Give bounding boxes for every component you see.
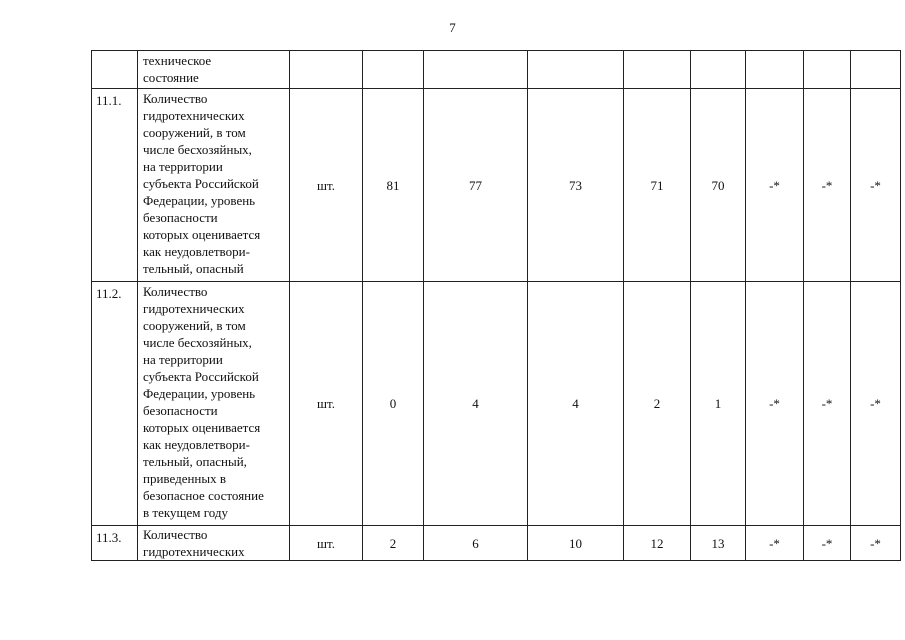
row-number: 11.3.	[92, 526, 138, 561]
unit-cell: шт.	[290, 282, 363, 526]
indicator-name: Количество гидротехнических сооружений, в том числе бесхозяйных, на территории субъекта Российской Федерации, уровень безопасности которых оценивается как неудовлетвори- тельный, опасный, приведенных в безопасное состояние в текущем году	[138, 282, 290, 526]
value-cell: 0	[363, 282, 424, 526]
row-number	[92, 51, 138, 89]
value-cell: 81	[363, 89, 424, 282]
value-cell	[691, 51, 746, 89]
table-row	[92, 526, 901, 561]
value-cell: -*	[746, 89, 804, 282]
value-cell: 4	[528, 282, 624, 526]
value-cell	[746, 51, 804, 89]
table-row	[92, 51, 901, 89]
row-number: 11.2.	[92, 282, 138, 526]
value-cell: -*	[746, 526, 804, 561]
value-cell	[363, 51, 424, 89]
value-cell: 6	[424, 526, 528, 561]
value-cell: -*	[851, 526, 901, 561]
row-number: 11.1.	[92, 89, 138, 282]
value-cell: 2	[363, 526, 424, 561]
indicator-name: Количество гидротехнических	[138, 526, 290, 561]
table-row	[92, 282, 901, 526]
indicator-name: Количество гидротехнических сооружений, в том числе бесхозяйных, на территории субъекта Российской Федерации, уровень безопасности которых оценивается как неудовлетвори- тельный, опасный	[138, 89, 290, 282]
value-cell	[624, 51, 691, 89]
value-cell: 4	[424, 282, 528, 526]
value-cell: -*	[804, 526, 851, 561]
value-cell: -*	[746, 282, 804, 526]
value-cell: -*	[851, 282, 901, 526]
value-cell: 13	[691, 526, 746, 561]
value-cell: -*	[804, 282, 851, 526]
table-row	[92, 89, 901, 282]
unit-cell: шт.	[290, 89, 363, 282]
indicator-name: техническое состояние	[138, 51, 290, 89]
value-cell: 70	[691, 89, 746, 282]
page-number: 7	[449, 20, 456, 35]
value-cell: -*	[804, 89, 851, 282]
value-cell: 73	[528, 89, 624, 282]
value-cell: 2	[624, 282, 691, 526]
value-cell: 71	[624, 89, 691, 282]
unit-cell: шт.	[290, 526, 363, 561]
value-cell	[851, 51, 901, 89]
value-cell: -*	[851, 89, 901, 282]
value-cell: 77	[424, 89, 528, 282]
value-cell: 10	[528, 526, 624, 561]
value-cell: 1	[691, 282, 746, 526]
value-cell	[424, 51, 528, 89]
indicators-table	[91, 50, 901, 561]
value-cell	[804, 51, 851, 89]
value-cell	[528, 51, 624, 89]
unit-cell	[290, 51, 363, 89]
value-cell: 12	[624, 526, 691, 561]
